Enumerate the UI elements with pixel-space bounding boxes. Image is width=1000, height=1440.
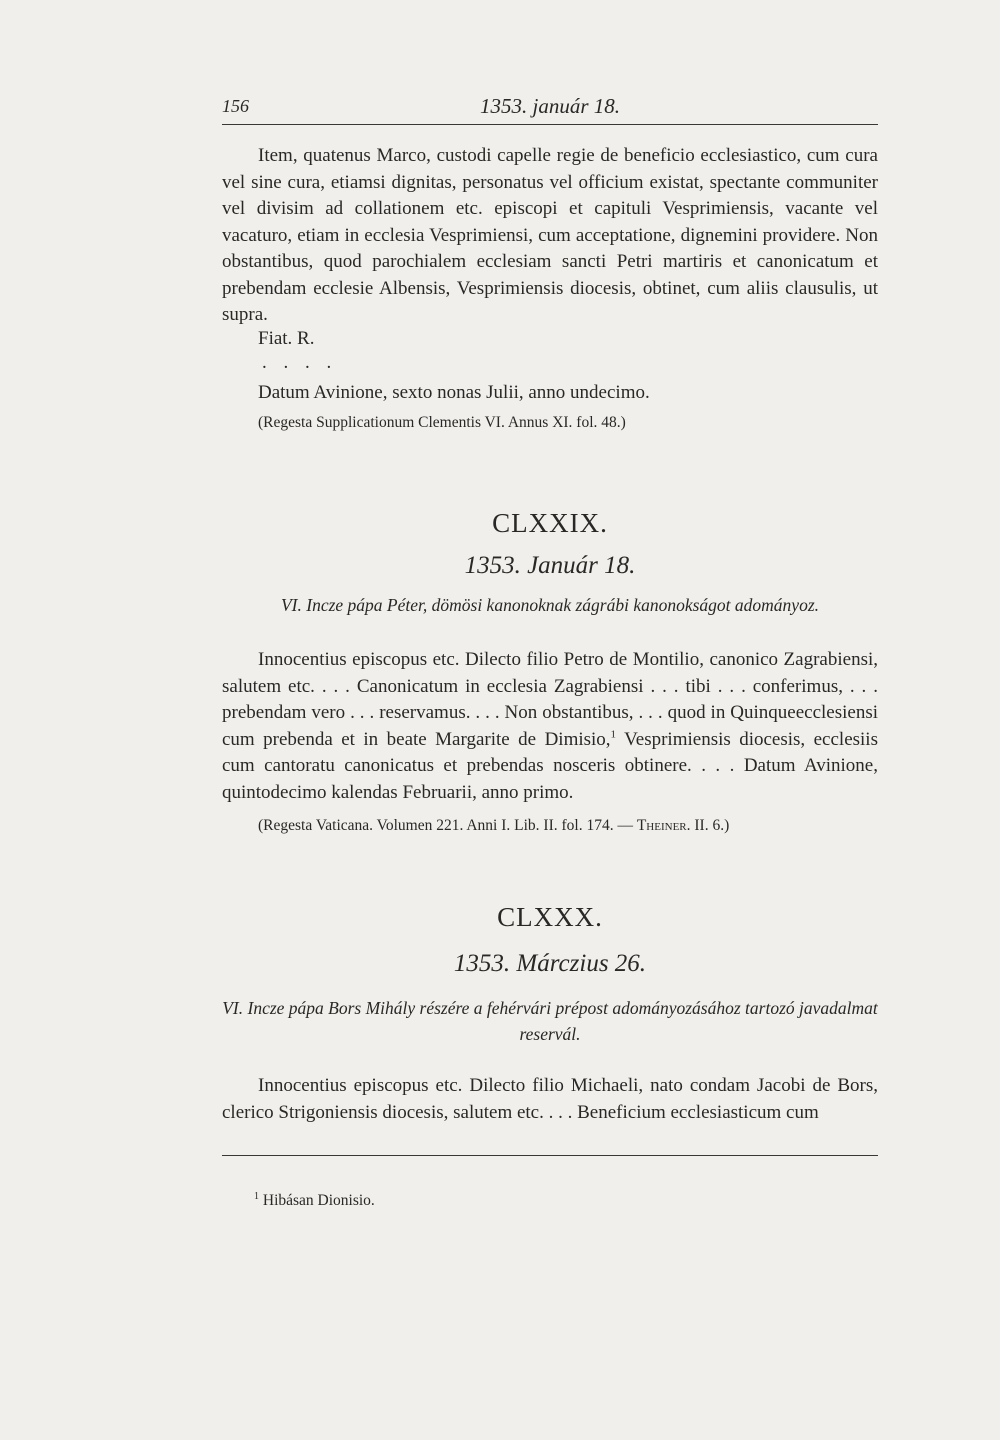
document-date: 1353. Január 18. bbox=[464, 552, 636, 579]
body-text: Innocentius episcopus etc. Dilecto filio Petro de Montilio, canonico Zagrabiensi, salutem etc. . . . Canonicatum in ecclesia Zagrabiensi . . . tibi . . . conferimus, . . . prebendam vero . . . reservamus. . . . Non obstantibus, . . . quod in Quinqueecclesiensi cum prebenda et in beate Margarite de Dimisio, bbox=[222, 649, 878, 750]
source-text-tail: . II. 6.) bbox=[686, 817, 730, 834]
document-summary: VI. Incze pápa Bors Mihály részére a fehérvári prépost adományozásához tartozó javadalmat reservál. bbox=[222, 998, 878, 1044]
document-body: Innocentius episcopus etc. Dilecto filio Michaeli, nato condam Jacobi de Bors, clerico Strigoniensis diocesis, salutem etc. . . . Beneficium ecclesiasticum cum bbox=[222, 1075, 878, 1123]
ellipsis-line: . . . . bbox=[262, 352, 338, 373]
footnote bbox=[254, 1192, 375, 1210]
document-summary: VI. Incze pápa Péter, dömösi kanonoknak zágrábi kanonokságot adományoz. bbox=[280, 595, 820, 615]
running-title: 1353. január 18. bbox=[479, 94, 620, 118]
page-number: 156 bbox=[222, 96, 249, 116]
document-number: CLXXIX. bbox=[492, 508, 608, 538]
footnote-reference: 1 bbox=[610, 728, 617, 741]
datum-line: Datum Avinione, sexto nonas Julii, anno undecimo. bbox=[258, 382, 650, 403]
footnote-rule bbox=[222, 1155, 878, 1156]
source-citation bbox=[258, 817, 729, 835]
source-author: Theiner bbox=[636, 817, 687, 834]
footnote-text: Hibásan Dionisio. bbox=[262, 1192, 375, 1209]
source-text: (Regesta Vaticana. Volumen 221. Anni I. Lib. II. fol. 174. — bbox=[258, 817, 637, 834]
document-number: CLXXX. bbox=[497, 902, 603, 932]
header-rule bbox=[222, 124, 878, 125]
body-text-continued: Vesprimiensis diocesis, ecclesiis cum cantoratu canonicatus et prebendas nosceris obtinere. . . . Datum Avinione, quintodecimo kalendas Februarii, anno primo. bbox=[222, 728, 878, 803]
footnote-mark: 1 bbox=[254, 1190, 259, 1202]
section1-paragraph: Item, quatenus Marco, custodi capelle regie de beneficio ecclesiastico, cum cura vel sine cura, etiamsi dignitas, personatus vel officium existat, spectante communiter vel divisim ad collationem etc. episcopi et capituli Vesprimiensis, vacante vel vacaturo, etiam in ecclesia Vesprimiensi, cum acceptatione, dignemini providere. Non obstantibus, quod parochialem ecclesiam sancti Petri martiris et canonicatum et prebendam ecclesie Albensis, Vesprimiensis diocesis, obtinet, cum aliis clausulis, ut supra. bbox=[222, 145, 878, 325]
source-citation: (Regesta Supplicationum Clementis VI. Annus XI. fol. 48.) bbox=[258, 414, 626, 431]
document-body bbox=[222, 647, 878, 806]
fiat-line: Fiat. R. bbox=[258, 328, 315, 349]
running-head bbox=[222, 96, 878, 124]
document-date: 1353. Márczius 26. bbox=[453, 950, 647, 977]
